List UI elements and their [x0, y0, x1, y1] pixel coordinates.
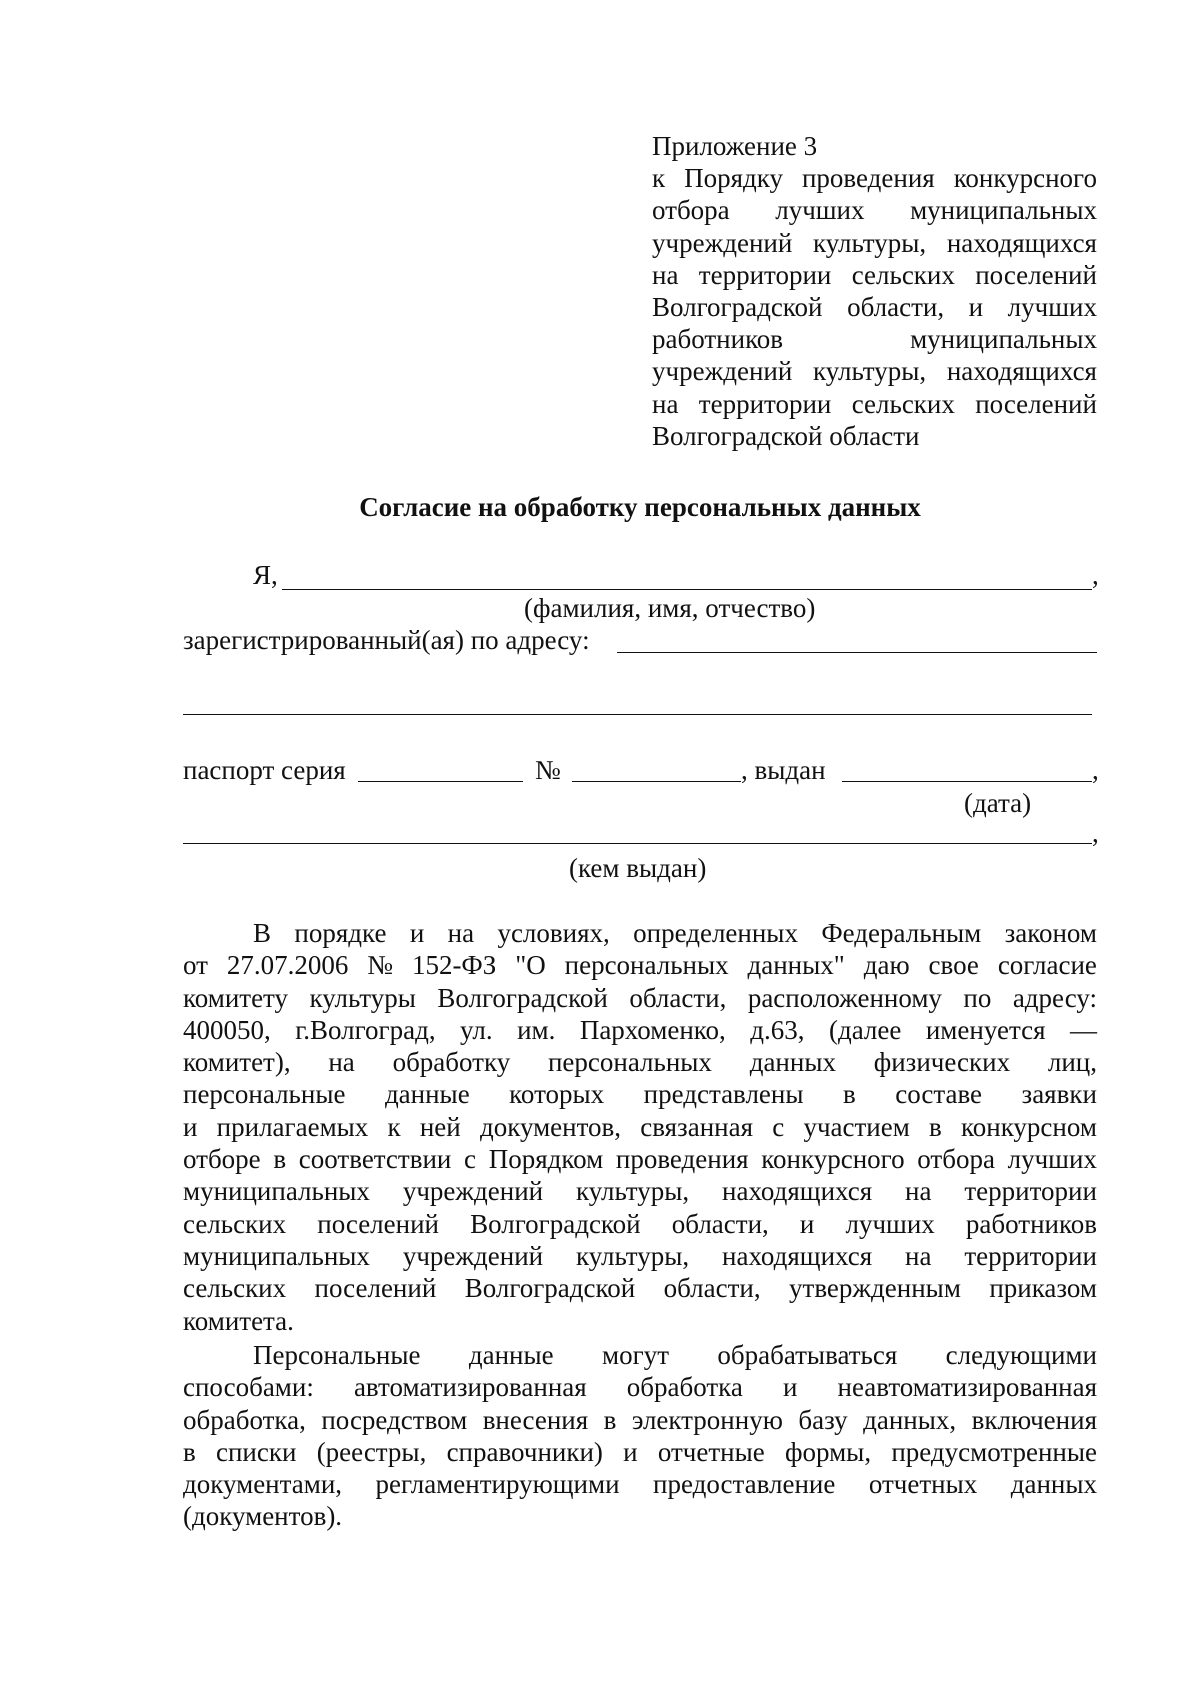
word: на — [905, 1176, 932, 1207]
word: отборе — [183, 1144, 261, 1175]
word: составе — [895, 1079, 983, 1110]
word: и — [799, 1208, 815, 1239]
word: отчетные — [657, 1436, 765, 1467]
word: области, — [671, 1208, 769, 1239]
word: данные — [468, 1340, 554, 1370]
word: законом — [1004, 918, 1097, 948]
word: Волгоградской — [464, 1273, 636, 1304]
word: ул. — [460, 1014, 493, 1045]
paragraph-line — [183, 1272, 1097, 1304]
word: и — [409, 918, 425, 948]
word: списки — [216, 1436, 297, 1467]
paragraph-1-last-line: комитета. — [183, 1305, 294, 1336]
word: работников — [652, 324, 784, 355]
word: Волгоградской — [470, 1208, 641, 1239]
word: на — [652, 388, 679, 419]
word: обработка — [626, 1372, 743, 1403]
word: лиц, — [1047, 1047, 1097, 1078]
issued-date-input-line[interactable] — [842, 781, 1092, 782]
word: территории — [698, 259, 832, 290]
word: которых — [509, 1079, 605, 1110]
word: персональных — [564, 950, 729, 981]
paragraph-line — [183, 1404, 1097, 1436]
word: сельских — [183, 1208, 287, 1239]
word: внесения — [482, 1404, 589, 1435]
word: территории — [698, 388, 832, 419]
issued-comma: , — [1092, 755, 1099, 785]
word: культуры, — [812, 227, 927, 258]
word: д.63, — [750, 1014, 805, 1045]
word: на — [328, 1047, 355, 1078]
word: проведения — [615, 1144, 749, 1175]
word: отбора — [917, 1144, 995, 1175]
word: на — [447, 918, 475, 948]
appendix-line — [652, 355, 1097, 387]
word: муниципальных — [183, 1240, 370, 1271]
word: Волгоградской — [437, 982, 608, 1013]
paragraph-line — [183, 1240, 1097, 1272]
word: данные — [384, 1079, 470, 1110]
word: 27.07.2006 — [226, 950, 349, 981]
word: предусмотренные — [891, 1436, 1097, 1467]
word: на — [905, 1240, 932, 1271]
word: находящихся — [722, 1176, 873, 1207]
word: к — [652, 163, 666, 194]
word: им. — [517, 1014, 556, 1045]
word: даю — [863, 950, 910, 981]
issued-label: , выдан — [741, 755, 826, 785]
fio-hint: (фамилия, имя, отчество) — [524, 593, 816, 623]
word: участием — [803, 1111, 910, 1142]
word: конкурсном — [961, 1111, 1097, 1142]
word: электронную — [631, 1404, 783, 1435]
word: прилагаемых — [216, 1111, 369, 1142]
word: персональные — [183, 1079, 346, 1110]
word: расположенному — [747, 982, 942, 1013]
word: согласие — [997, 950, 1097, 981]
document-title: Согласие на обработку персональных данных — [359, 492, 921, 522]
word: находящихся — [946, 227, 1097, 258]
word: конкурсного — [953, 163, 1097, 194]
word: области, — [663, 1273, 761, 1304]
word: 400050, — [183, 1014, 271, 1045]
word: работников — [965, 1208, 1097, 1239]
word: автоматизированная — [353, 1372, 587, 1403]
word: в — [603, 1404, 617, 1435]
word: представлены — [643, 1079, 804, 1110]
paragraph-line — [183, 1436, 1097, 1468]
paragraph-line — [183, 1208, 1097, 1240]
word: поселений — [975, 388, 1097, 419]
word: в — [929, 1111, 942, 1142]
word: сельских — [851, 388, 955, 419]
word: заявки — [1021, 1079, 1097, 1110]
word: поселений — [314, 1273, 437, 1304]
paragraph-line — [183, 1371, 1097, 1403]
word: в — [183, 1436, 196, 1467]
word: на — [652, 259, 679, 290]
word: персональных — [547, 1047, 712, 1078]
word: порядке — [294, 918, 387, 948]
word: лучших — [1007, 292, 1097, 323]
address-input-line[interactable] — [617, 652, 1097, 653]
word: в — [842, 1079, 856, 1110]
paragraph-line — [183, 1468, 1097, 1500]
word: лучших — [775, 195, 865, 226]
word: обработку — [392, 1047, 511, 1078]
i-label: Я, — [253, 560, 278, 590]
word: и — [183, 1111, 198, 1142]
word: находящихся — [722, 1240, 873, 1271]
word: с — [772, 1111, 785, 1142]
word: базу — [798, 1404, 848, 1435]
word: соответствии — [298, 1144, 452, 1175]
word: комитету — [183, 982, 288, 1013]
word: Волгоградской — [652, 292, 823, 323]
word: находящихся — [946, 356, 1097, 387]
word: могут — [602, 1340, 669, 1370]
paragraph-line — [183, 949, 1097, 981]
word: г.Волгоград, — [295, 1014, 436, 1045]
consent-paragraph-2 — [183, 1339, 1097, 1533]
word: с — [464, 1144, 477, 1175]
paragraph-line — [183, 917, 1097, 949]
passport-number-input-line[interactable] — [572, 781, 741, 782]
word: ней — [419, 1111, 461, 1142]
paragraph-line — [183, 982, 1097, 1014]
word: посредством — [321, 1404, 468, 1435]
address-label: зарегистрированный(ая) по адресу: — [183, 625, 590, 655]
word: муниципальных — [910, 195, 1097, 226]
word: Порядком — [488, 1144, 604, 1175]
word: физических — [873, 1047, 1011, 1078]
word: поселений — [975, 259, 1097, 290]
word: в — [273, 1144, 287, 1175]
word: включения — [971, 1404, 1097, 1435]
issued-by-comma: , — [1092, 818, 1099, 848]
word: свое — [928, 950, 979, 981]
paragraph-line — [183, 1078, 1097, 1110]
appendix-line — [652, 259, 1097, 291]
appendix-line — [652, 291, 1097, 323]
word: В — [253, 918, 272, 948]
word: учреждений — [402, 1240, 544, 1271]
word: данных, — [863, 1404, 957, 1435]
word: данных — [749, 1047, 836, 1078]
word: лучших — [1007, 1144, 1097, 1175]
word: по — [963, 982, 992, 1013]
word: приказом — [989, 1273, 1097, 1304]
word: определенных — [633, 918, 798, 948]
word: условиях, — [497, 918, 610, 948]
word: адресу: — [1012, 982, 1097, 1013]
word: Пархоменко, — [579, 1014, 726, 1045]
word: учреждений — [652, 356, 793, 387]
appendix-line — [652, 162, 1097, 194]
word: 152-ФЗ — [411, 950, 497, 981]
word: комитет), — [183, 1047, 291, 1078]
word: учреждений — [402, 1176, 544, 1207]
appendix-lines — [652, 162, 1097, 420]
word: культуры, — [812, 356, 927, 387]
word: обработка, — [183, 1404, 306, 1435]
word: учреждений — [652, 227, 793, 258]
word: муниципальных — [910, 324, 1097, 355]
word: данных — [1010, 1469, 1097, 1500]
word: документов, — [479, 1111, 622, 1142]
word: Порядку — [684, 163, 783, 194]
word: сельских — [851, 259, 955, 290]
paragraph-2-lines — [183, 1339, 1097, 1500]
word: лучших — [845, 1208, 935, 1239]
paragraph-line — [183, 1339, 1097, 1371]
paragraph-line — [183, 1175, 1097, 1207]
paragraph-line — [183, 1143, 1097, 1175]
word: именуется — [925, 1014, 1046, 1045]
word: связанная — [640, 1111, 754, 1142]
word: культуры — [309, 982, 416, 1013]
word: проведения — [801, 163, 935, 194]
word: и — [968, 292, 984, 323]
appendix-line — [652, 194, 1097, 226]
paragraph-line — [183, 1014, 1097, 1046]
word: Федеральным — [821, 918, 982, 948]
word: справочники) — [446, 1436, 603, 1467]
passport-series-label: паспорт серия — [183, 755, 346, 785]
word: "О — [515, 950, 546, 981]
paragraph-1-lines — [183, 917, 1097, 1305]
passport-number-label: № — [535, 755, 561, 785]
appendix-last-line: Волгоградской области — [652, 420, 920, 451]
issued-by-input-line[interactable] — [183, 843, 1092, 844]
word: области, — [847, 292, 945, 323]
appendix-title: Приложение 3 — [652, 131, 818, 161]
word: следующими — [945, 1340, 1097, 1370]
paragraph-line — [183, 1111, 1097, 1143]
word: территории — [964, 1176, 1097, 1207]
address-input-line-2[interactable] — [183, 714, 1092, 715]
paragraph-line — [183, 1046, 1097, 1078]
word: муниципальных — [183, 1176, 370, 1207]
fio-input-line[interactable] — [282, 589, 1092, 590]
word: к — [387, 1111, 401, 1142]
appendix-line — [652, 388, 1097, 420]
word: области, — [629, 982, 727, 1013]
word: формы, — [785, 1436, 872, 1467]
word: сельских — [183, 1273, 287, 1304]
word: (далее — [828, 1014, 902, 1045]
paragraph-2-last-line: (документов). — [183, 1501, 343, 1532]
word: — — [1069, 1014, 1097, 1045]
appendix-line — [652, 227, 1097, 259]
word: отчетных — [868, 1469, 978, 1500]
consent-paragraph-1 — [183, 917, 1097, 1337]
word: и — [623, 1436, 638, 1467]
word: конкурсного — [761, 1144, 905, 1175]
word: предоставление — [653, 1469, 836, 1500]
issued-by-hint: (кем выдан) — [569, 853, 707, 883]
word: утвержденным — [789, 1273, 961, 1304]
word: обрабатываться — [717, 1340, 898, 1370]
word: Персональные — [253, 1340, 421, 1370]
word: от — [183, 950, 208, 981]
word: и — [782, 1372, 798, 1403]
word: (реестры, — [316, 1436, 427, 1467]
appendix-line — [652, 323, 1097, 355]
word: поселений — [317, 1208, 439, 1239]
appendix-block — [652, 130, 1097, 452]
word: культуры, — [575, 1176, 690, 1207]
word: неавтоматизированная — [837, 1372, 1097, 1403]
word: территории — [964, 1240, 1097, 1271]
word: регламентирующими — [375, 1469, 620, 1500]
word: данных" — [747, 950, 845, 981]
passport-series-input-line[interactable] — [358, 781, 523, 782]
word: отбора — [652, 195, 730, 226]
word: способами: — [183, 1372, 314, 1403]
word: документами, — [183, 1469, 343, 1500]
fio-comma: , — [1092, 560, 1099, 590]
word: № — [367, 950, 394, 981]
date-hint: (дата) — [964, 788, 1032, 818]
word: культуры, — [575, 1240, 690, 1271]
